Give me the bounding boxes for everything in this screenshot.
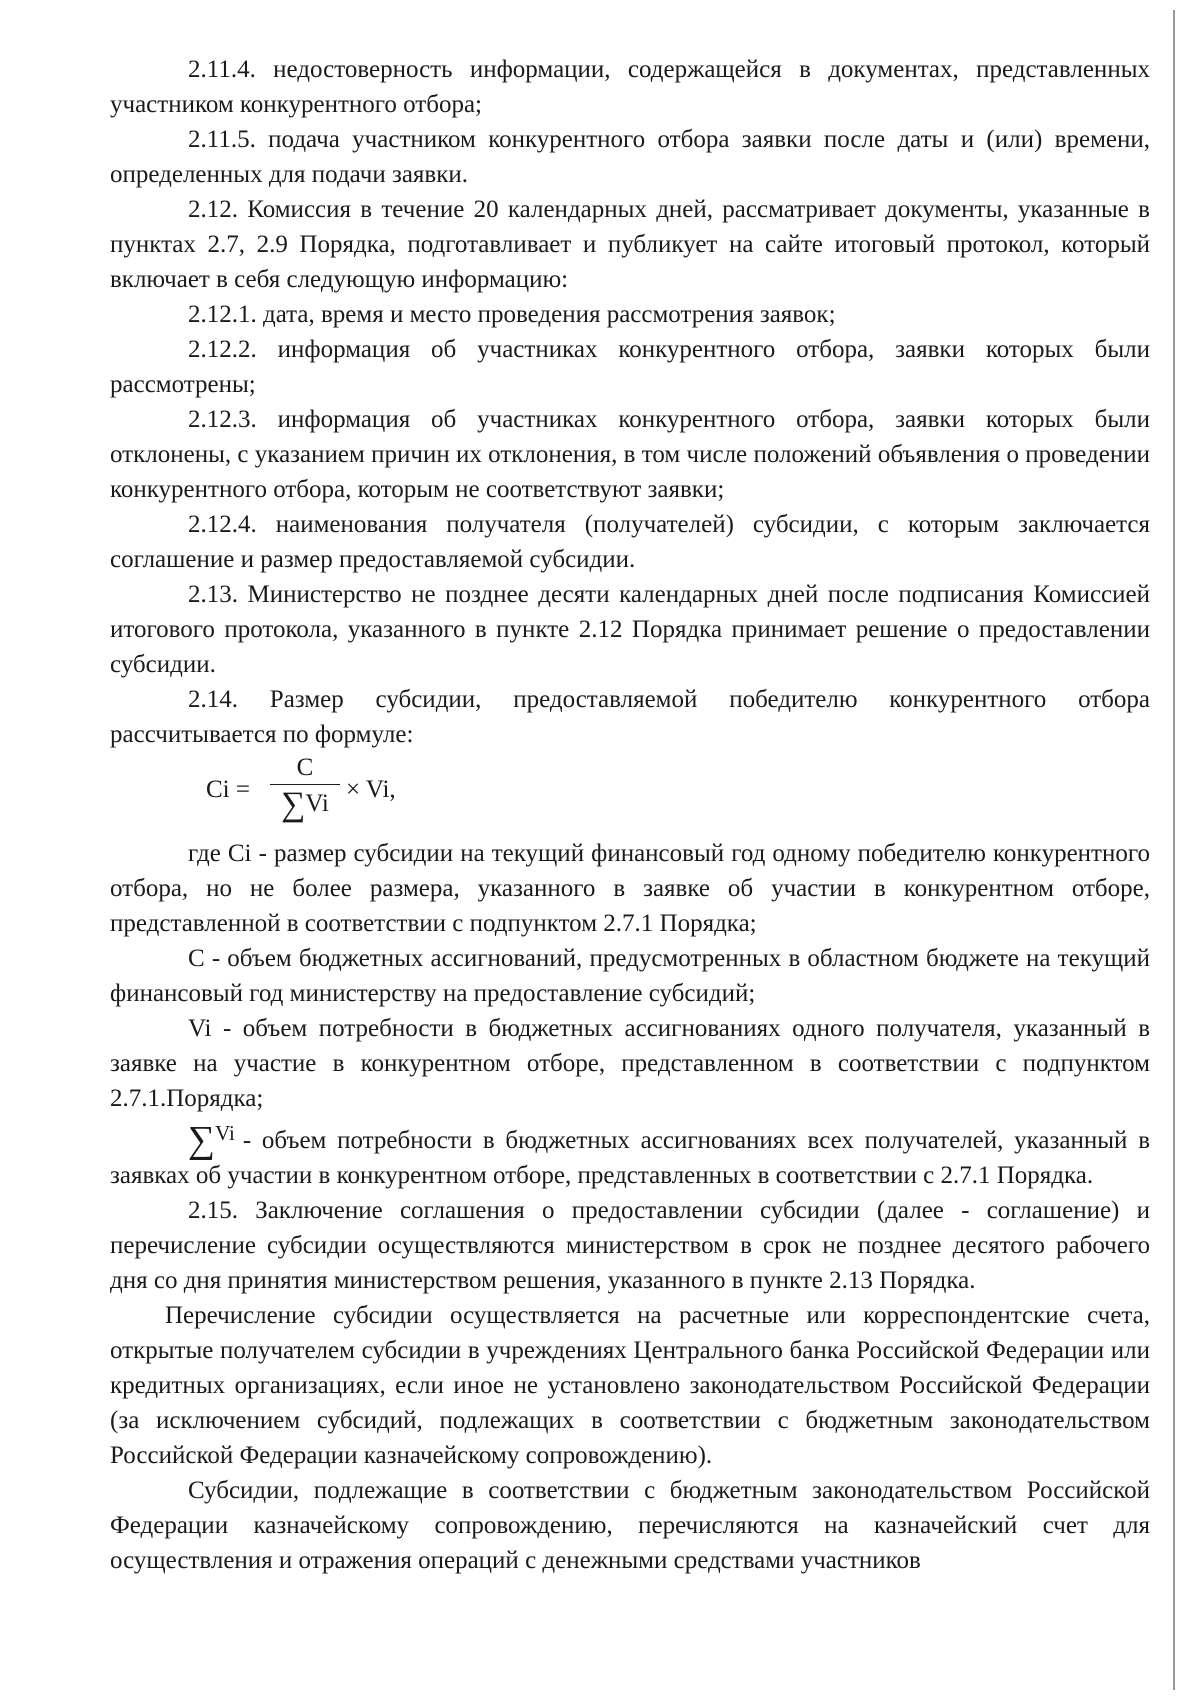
paragraph-2-12-3: 2.12.3. информация об участниках конкурентного отбора, заявки которых были отклонены, с указанием причин их отклонения, в том числе положений объявления о проведении конкурентного отбора, которым не соответствуют заявки; bbox=[110, 406, 1150, 503]
subsidy-formula bbox=[110, 754, 1150, 832]
definition-sum-vi bbox=[110, 1116, 1150, 1193]
sigma-symbol: ∑ bbox=[281, 786, 306, 823]
paragraph-2-11-5: 2.11.5. подача участником конкурентного отбора заявки после даты и (или) времени, определенных для подачи заявки. bbox=[110, 126, 1150, 188]
paragraph-treasury: Субсидии, подлежащие в соответствии с бюджетным законодательством Российской Федерации казначейскому сопровождению, перечисляются на казначейский счет для осуществления и отражения операций с денежными средствами участников bbox=[110, 1477, 1150, 1574]
sum-var: Vi bbox=[215, 1121, 235, 1145]
sum-definition-text: - объем потребности в бюджетных ассигнованиях всех получателей, указанный в заявках об участии в конкурентном отборе, представленных в соответствии с 2.7.1 Порядка. bbox=[110, 1127, 1150, 1189]
definition-ci: где Ci - размер субсидии на текущий финансовый год одному победителю конкурентного отбора, но не более размера, указанного в заявке об участии в конкурентном отборе, представленной в соответствии с подпунктом 2.7.1 Порядка; bbox=[110, 840, 1150, 937]
paragraph-2-12: 2.12. Комиссия в течение 20 календарных дней, рассматривает документы, указанные в пунктах 2.7, 2.9 Порядка, подготавливает и публикует на сайте итоговый протокол, который включает в себя следующую информацию: bbox=[110, 196, 1150, 293]
paragraph-2-13: 2.13. Министерство не позднее десяти календарных дней после подписания Комиссией итогового протокола, указанного в пункте 2.12 Порядка принимает решение о предоставлении субсидии. bbox=[110, 581, 1150, 678]
definition-c: C - объем бюджетных ассигнований, предусмотренных в областном бюджете на текущий финансовый год министерству на предоставление субсидий; bbox=[110, 945, 1150, 1007]
paragraph-2-12-1: 2.12.1. дата, время и место проведения рассмотрения заявок; bbox=[188, 301, 836, 328]
scan-edge-line bbox=[1173, 10, 1175, 1690]
document-body bbox=[110, 52, 1150, 1578]
formula-fraction bbox=[270, 754, 340, 823]
formula-denominator bbox=[270, 786, 340, 823]
paragraph-2-14: 2.14. Размер субсидии, предоставляемой победителю конкурентного отбора рассчитывается по формуле: bbox=[110, 686, 1150, 748]
paragraph-2-15: 2.15. Заключение соглашения о предоставлении субсидии (далее - соглашение) и перечисление субсидии осуществляются министерством в срок не позднее десятого рабочего дня со дня принятия министерством решения, указанного в пункте 2.13 Порядка. bbox=[110, 1197, 1150, 1294]
paragraph-transfer: Перечисление субсидии осуществляется на расчетные или корреспондентские счета, открытые получателем субсидии в учреждениях Центрального банка Российской Федерации или кредитных организациях, если иное не установлено законодательством Российской Федерации (за исключением субсидий, подлежащих в соответствии с бюджетным законодательством Российской Федерации казначейскому сопровождению). bbox=[110, 1302, 1150, 1469]
formula-lhs: Ci = bbox=[206, 776, 250, 803]
definition-vi: Vi - объем потребности в бюджетных ассигнованиях одного получателя, указанный в заявке на участие в конкурентном отборе, представленном в соответствии с подпунктом 2.7.1.Порядка; bbox=[110, 1015, 1150, 1112]
paragraph-2-12-2: 2.12.2. информация об участниках конкурентного отбора, заявки которых были рассмотрены; bbox=[110, 336, 1150, 398]
paragraph-2-12-4: 2.12.4. наименования получателя (получателей) субсидии, с которым заключается соглашение и размер предоставляемой субсидии. bbox=[110, 511, 1150, 573]
paragraph-2-11-4: 2.11.4. недостоверность информации, содержащейся в документах, представленных участником конкурентного отбора; bbox=[110, 56, 1150, 118]
fraction-bar bbox=[270, 784, 340, 785]
sigma-symbol: ∑ bbox=[188, 1119, 216, 1161]
formula-denominator-var: Vi bbox=[305, 790, 329, 817]
formula-rhs: × Vi, bbox=[346, 776, 396, 803]
formula-numerator: C bbox=[296, 754, 314, 781]
